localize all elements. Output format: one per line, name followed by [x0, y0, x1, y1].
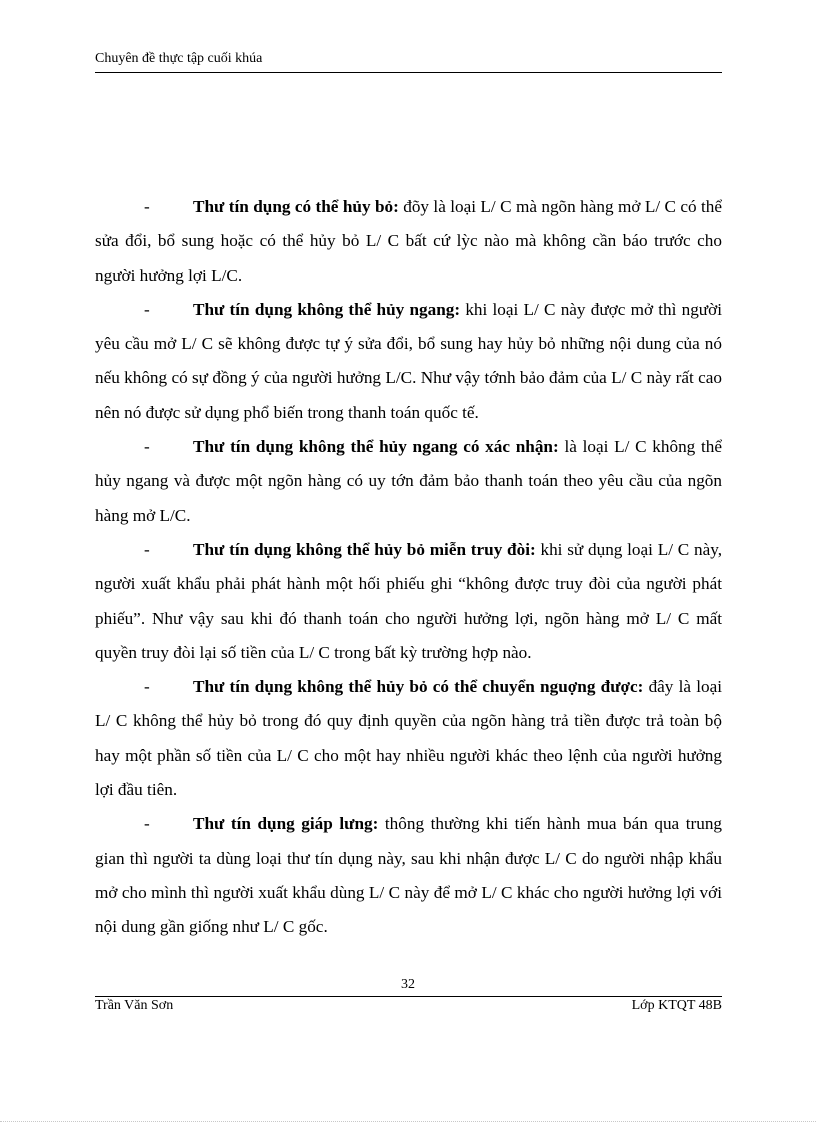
term-heading: Thư tín dụng không thể hủy ngang có xác nhận:: [193, 437, 559, 457]
paragraph-text: khi loại L/ C này được mở thì người yêu cầu mở L/ C sẽ không được tự ý sửa đổi, bổ sung hay hủy bỏ những nội dung của nó nếu không có sự đồng ý của người hưởng L/C. Như vậy tớnh bảo đảm của L/ C này rất cao nên nó được sử dụng phổ biến trong thanh toán quốc tế.: [95, 299, 722, 422]
bullet-dash: -: [144, 814, 150, 834]
term-heading: Thư tín dụng giáp lưng:: [193, 814, 379, 834]
footer-author: Trần Văn Sơn: [95, 998, 174, 1013]
paragraph-confirmed-irrevocable-lc: [95, 430, 722, 533]
bullet-dash: -: [144, 437, 150, 457]
footer-rule: [95, 996, 722, 997]
paragraph-irrevocable-lc: [95, 293, 722, 430]
body-text: [95, 190, 722, 945]
footer-class: Lớp KTQT 48B: [631, 998, 722, 1013]
paragraph-transferable-lc: [95, 670, 722, 807]
paragraph-back-to-back-lc: [95, 807, 722, 944]
paragraph-text: đây là loại L/ C không thể hủy bỏ trong đó quy định quyền của ngõn hàng trả tiền được trả toàn bộ hay một phần số tiền của L/ C cho một hay nhiều người khác theo lệnh của người hưởng lợi đầu tiên.: [95, 677, 722, 800]
term-heading: Thư tín dụng không thể hủy bỏ có thể chuyển nguợng được:: [193, 677, 644, 697]
bullet-dash: -: [144, 539, 150, 559]
paragraph-text: đõy là loại L/ C mà ngõn hàng mở L/ C có thể sửa đổi, bổ sung hoặc có thể hủy bỏ L/ C bất cứ lỳc nào mà không cần báo trước cho người hưởng lợi L/C.: [95, 197, 722, 285]
page-number: 32: [401, 977, 415, 992]
term-heading: Thư tín dụng không thể hủy ngang:: [193, 299, 461, 319]
term-heading: Thư tín dụng không thể hủy bỏ miễn truy đòi:: [193, 539, 536, 559]
term-heading: Thư tín dụng có thể hủy bỏ:: [193, 197, 399, 216]
paragraph-text: là loại L/ C không thể hủy ngang và được một ngõn hàng có uy tớn đảm bảo thanh toán theo yêu cầu của ngõn hàng mở L/C.: [95, 437, 722, 525]
bullet-dash: -: [144, 197, 150, 216]
paragraph-text: khi sử dụng loại L/ C này, người xuất khẩu phải phát hành một hối phiếu ghi “không được truy đòi của người phát phiếu”. Như vậy sau khi đó thanh toán cho người hưởng lợi, ngõn hàng mở L/ C mất quyền truy đòi lại số tiền của L/ C trong bất kỳ trường hợp nào.: [95, 539, 722, 662]
bullet-dash: -: [144, 677, 150, 697]
bullet-dash: -: [144, 299, 150, 319]
header-rule: [95, 72, 722, 73]
header-title: Chuyên đề thực tập cuối khúa: [95, 51, 263, 66]
paragraph-without-recourse-lc: [95, 533, 722, 670]
page-edge-divider: [0, 1121, 816, 1122]
paragraph-revocable-lc: [95, 190, 722, 293]
paragraph-text: thông thường khi tiến hành mua bán qua trung gian thì người ta dùng loại thư tín dụng này, sau khi nhận được L/ C do người nhập khẩu mở cho mình thì người xuất khẩu dùng L/ C này để mở L/ C khác cho người hưởng lợi với nội dung gần giống như L/ C gốc.: [95, 814, 723, 937]
